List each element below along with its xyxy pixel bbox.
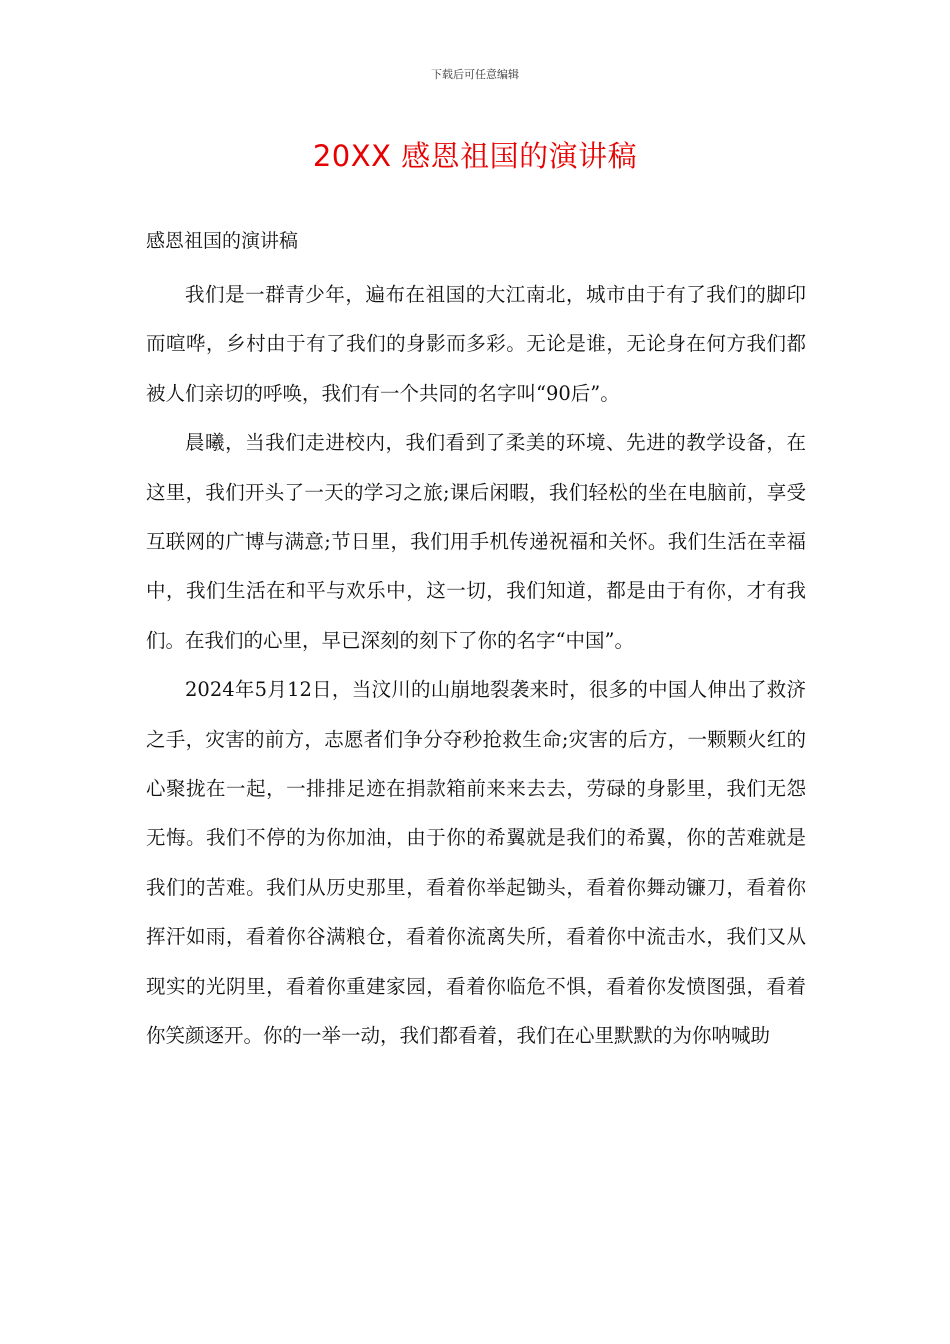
header-note: 下载后可任意编辑 <box>431 68 519 81</box>
paragraph: 晨曦，当我们走进校内，我们看到了柔美的环境、先进的教学设备，在这里，我们开头了一天的学习之旅;课后闲暇，我们轻松的坐在电脑前，享受互联网的广博与满意;节日里，我们用手机传递祝福和关怀。我们生活在幸福中，我们生活在和平与欢乐中，这一切，我们知道，都是由于有你，才有我们。在我们的心里，早已深刻的刻下了你的名字“中国”。 <box>146 431 806 652</box>
paragraph: 2024年5月12日，当汶川的山崩地裂袭来时，很多的中国人伸出了救济之手，灾害的前方，志愿者们争分夺秒抢救生命;灾害的后方，一颗颗火红的心聚拢在一起，一排排足迹在捐款箱前来来去去，劳碌的身影里，我们无怨无悔。我们不停的为你加油，由于你的希翼就是我们的希翼，你的苦难就是我们的苦难。我们从历史那里，看着你举起锄头，看着你舞动镰刀，看着你挥汗如雨，看着你谷满粮仓，看着你流离失所，看着你中流击水，我们又从现实的光阴里，看着你重建家园，看着你临危不惧，看着你发愤图强，看着你笑颜逐开。你的一举一动，我们都看着，我们在心里默默的为你呐喊助 <box>146 678 806 1048</box>
paragraph: 我们是一群青少年，遍布在祖国的大江南北，城市由于有了我们的脚印而喧哗，乡村由于有了我们的身影而多彩。无论是谁，无论身在何方我们都被人们亲切的呼唤，我们有一个共同的名字叫“90后”。 <box>146 283 806 405</box>
document-title: 20XX 感恩祖国的演讲稿 <box>312 139 638 173</box>
body-text <box>146 270 806 1061</box>
subheading: 感恩祖国的演讲稿 <box>146 230 299 252</box>
